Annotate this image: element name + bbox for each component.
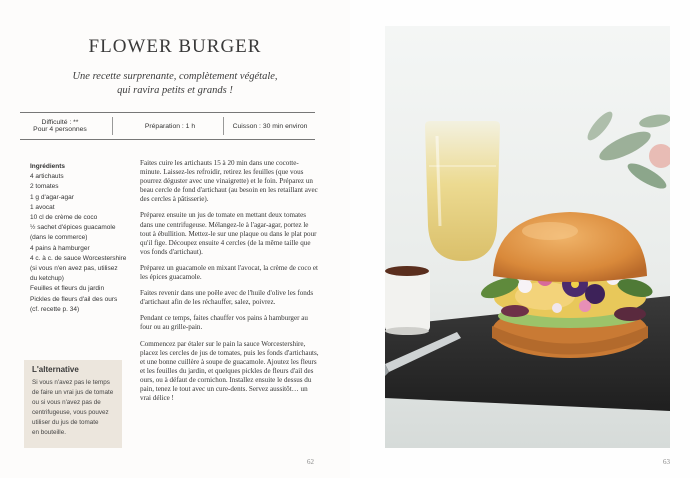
ingredients-heading: Ingrédients — [30, 163, 66, 170]
ingredients-list — [30, 162, 125, 315]
alternative-text — [32, 378, 120, 438]
ingredient-item: 4 pains à hamburger — [30, 244, 90, 252]
method-paragraph: Faites revenir dans une poêle avec de l'huile d'olive les fonds d'artichaut afin de les réchauffer, salez, poivrez. — [140, 289, 314, 307]
difficulty-text: Difficulté : ** — [41, 119, 79, 126]
alternative-line: en bouteille. — [32, 429, 66, 436]
ingredient-item: 1 g d'agar-agar — [30, 193, 74, 201]
alternative-line: centrifugeuse, vous pouvez — [32, 409, 109, 416]
method-paragraph: Pendant ce temps, faites chauffer vos pains à hamburger au four ou au grille-pain. — [140, 314, 308, 332]
method-paragraph: Commencez par étaler sur le pain la sauce Worcestershire, placez les cercles de jus de tomates, puis les fonds d'artichauts, et une bonne cuillère à soupe de guacamole. Ajoutez les fleurs et les feuilles du jardin, et quelques pickles de fleurs d'ail des ours, ou à défaut de cornichon. Installez ensuite le dessus du pain, tenez le tout avec un cure-dents. Servez aussitôt… un vrai délice ! — [140, 339, 319, 403]
method-paragraph: Faites cuire les artichauts 15 à 20 min dans une cocotte-minute. Laissez-les refroidir, retirez les feuilles (que vous pourrez déguster avec une vinaigrette) et le foin. Préparez un beau cercle de fond d'artichaut (au besoin en les retaillant avec des cercles à pâtisserie). — [140, 159, 318, 204]
cook-cell — [225, 113, 315, 139]
recipe-info-bar — [20, 112, 315, 140]
ingredient-item: 1 avocat — [30, 203, 55, 211]
servings-text: Pour 4 personnes — [33, 126, 87, 133]
ingredient-item: 4 artichauts — [30, 173, 64, 181]
alternative-line: utiliser du jus de tomate — [32, 419, 99, 426]
method-text — [140, 159, 320, 410]
ingredient-item: 4 c. à c. de sauce Worcestershire — [30, 254, 127, 262]
info-divider — [223, 117, 224, 135]
alternative-title: L'alternative — [32, 365, 79, 374]
subtitle-line-1: Une recette surprenante, complètement végétale, — [72, 71, 278, 82]
prep-time-text: Préparation : 1 h — [144, 122, 196, 130]
alternative-box — [24, 360, 122, 448]
alternative-line: Si vous n'avez pas le temps — [32, 379, 110, 386]
sauce-ramekin — [385, 266, 430, 335]
ingredient-item: (si vous n'en avez pas, utilisez — [30, 265, 118, 273]
recipe-subtitle — [20, 70, 330, 98]
burger-photo — [385, 26, 670, 448]
ingredient-item: (dans le commerce) — [30, 234, 88, 242]
recipe-title: FLOWER BURGER — [88, 36, 262, 57]
ingredient-item: 2 tomates — [30, 183, 59, 191]
page-number-left: 62 — [307, 458, 314, 466]
cook-time-text: Cuisson : 30 min environ — [232, 122, 308, 130]
ingredient-item: du ketchup) — [30, 275, 64, 283]
juice-glass — [425, 121, 500, 261]
ingredient-item: 10 cl de crème de coco — [30, 214, 98, 222]
page-number-right: 63 — [663, 458, 670, 466]
prep-cell — [120, 113, 220, 139]
alternative-line: ou si vous n'avez pas de — [32, 399, 101, 406]
method-paragraph: Préparez un guacamole en mixant l'avocat, la crème de coco et les épices guacamole. — [140, 263, 318, 282]
subtitle-line-2: qui ravira petits et grands ! — [117, 85, 233, 96]
alternative-line: de faire un vrai jus de tomate — [32, 389, 114, 396]
ingredient-item: (cf. recette p. 34) — [30, 305, 80, 313]
ingredient-item: ½ sachet d'épices guacamole — [30, 224, 116, 232]
info-divider — [112, 117, 113, 135]
ingredient-item: Pickles de fleurs d'ail des ours — [30, 295, 118, 303]
method-paragraph: Préparez ensuite un jus de tomate en mettant deux tomates dans une centrifugeuse. Mélangez-le à l'agar-agar, portez le tout à ébullition. Mettez-le sur une plaque ou dans le plat pour qu'il fige. Découpez ensuite 4 cercles (de la même taille que vos fonds d'artichaut). — [140, 211, 317, 256]
ingredient-item: Feuilles et fleurs du jardin — [30, 285, 105, 293]
difficulty-cell — [20, 113, 100, 139]
